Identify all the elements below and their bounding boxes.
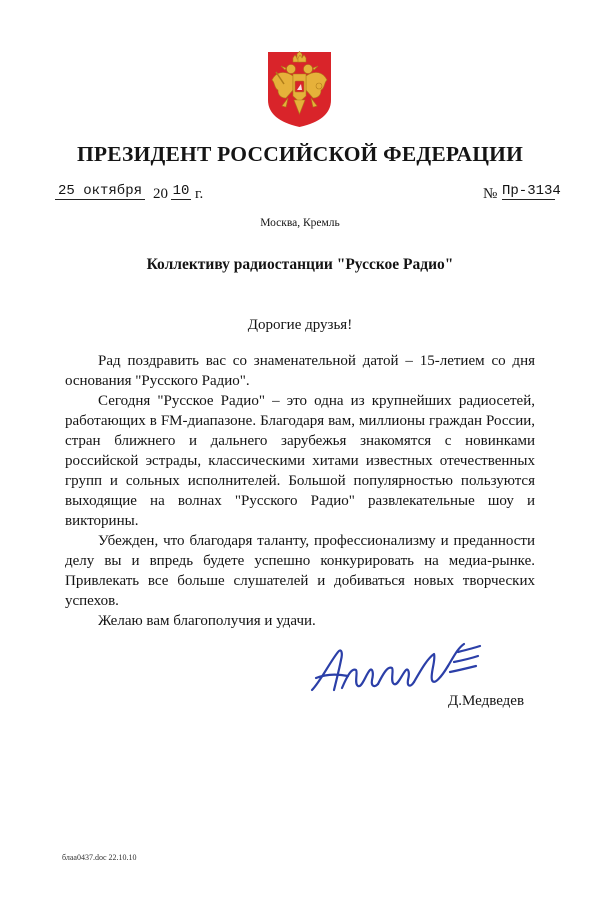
body-paragraph: Убежден, что благодаря таланту, профессионализму и преданности делу вы и впредь будете успешно конкурировать на медиа-рынке. Привлекать все больше слушателей и добиваться новых творческих успехов. — [65, 533, 535, 609]
place-of-issue: Москва, Кремль — [260, 217, 340, 229]
greeting: Дорогие друзья! — [247, 317, 353, 333]
body-paragraph: Сегодня "Русское Радио" – это одна из крупнейших радиосетей, работающих в FM-диапазоне. Благодаря вам, миллионы граждан России, стран ближнего и дальнего зарубежья знакомятся с новинками российской эстрады, классическими хитами известных отечественных групп и сольных исполнителей. Большой популярностью пользуются выходящие на волнах "Русского Радио" развлекательные шоу и викторины. — [65, 393, 535, 529]
document-number-value: Пр-3134 — [502, 183, 561, 199]
date-year-suffix: 10 — [172, 183, 190, 199]
date-line — [55, 183, 561, 207]
letter-body — [65, 351, 535, 631]
body-paragraph: Рад поздравить вас со знаменательной датой – 15-летием со дня основания "Русского Радио". — [65, 353, 535, 389]
recipient-line: Коллективу радиостанции "Русское Радио" — [146, 256, 454, 273]
body-paragraph: Желаю вам благополучия и удачи. — [98, 613, 316, 629]
date-day-month: 25 октября — [55, 183, 145, 200]
org-title: ПРЕЗИДЕНТ РОССИЙСКОЙ ФЕДЕРАЦИИ — [76, 142, 523, 166]
date-century: 20 — [153, 186, 168, 202]
date-year-abbr: г. — [195, 186, 204, 202]
signer-name: Д.Медведев — [448, 693, 525, 709]
russian-coat-of-arms-icon — [266, 50, 333, 128]
footer-file-reference: блаа0437.doc 22.10.10 — [62, 853, 137, 862]
document-number-label: № — [483, 186, 498, 202]
